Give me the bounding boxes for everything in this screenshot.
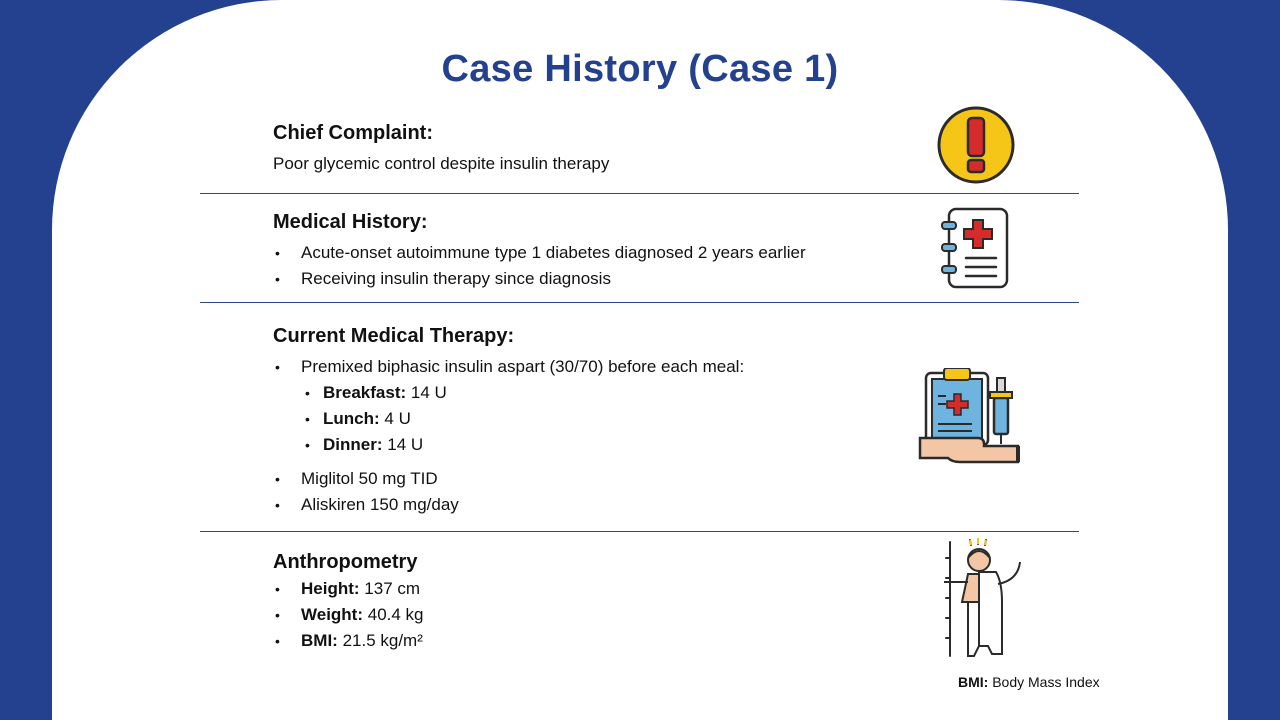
list-item: • Miglitol 50 mg TID	[273, 466, 744, 492]
metric-value: 40.4 kg	[367, 605, 424, 624]
therapy-list-other	[273, 466, 744, 518]
dose-value: 4 U	[384, 409, 411, 428]
list-item: • Aliskiren 150 mg/day	[273, 492, 744, 518]
divider	[200, 302, 1079, 303]
footnote-text: Body Mass Index	[992, 674, 1100, 690]
dose-item	[301, 432, 744, 458]
dose-value: 14 U	[410, 383, 447, 402]
chief-complaint-text: Poor glycemic control despite insulin therapy	[273, 154, 610, 173]
metric-label: BMI:	[301, 631, 338, 650]
medical-history-heading: Medical History:	[273, 211, 428, 233]
divider	[200, 193, 1079, 194]
footnote	[958, 674, 1100, 690]
list-item	[273, 576, 424, 602]
dose-item	[301, 406, 744, 432]
list-item: • Receiving insulin therapy since diagnosis	[273, 266, 806, 292]
metric-value: 137 cm	[364, 579, 421, 598]
divider	[200, 531, 1079, 532]
height-measure-icon	[940, 538, 1026, 665]
anthropometry-section	[273, 551, 424, 654]
anthropometry-list	[273, 576, 424, 654]
therapy-list	[273, 354, 744, 380]
medical-history-section	[273, 211, 806, 292]
metric-label: Weight:	[301, 605, 364, 624]
exclamation-icon	[936, 106, 1016, 191]
list-item: • Premixed biphasic insulin aspart (30/70) before each meal:	[273, 354, 744, 380]
list-item: • Acute-onset autoimmune type 1 diabetes diagnosed 2 years earlier	[273, 240, 806, 266]
medical-record-icon	[940, 206, 1012, 295]
page-title: Case History (Case 1)	[441, 48, 839, 90]
dose-list	[273, 380, 744, 458]
list-item	[273, 628, 424, 654]
metric-value: 21.5 kg/m²	[342, 631, 423, 650]
medical-history-list	[273, 240, 806, 292]
current-therapy-heading: Current Medical Therapy:	[273, 325, 515, 347]
anthropometry-heading: Anthropometry	[273, 551, 418, 573]
dose-label: Breakfast:	[323, 383, 407, 402]
list-item	[273, 602, 424, 628]
insulin-injection-icon	[916, 368, 1022, 473]
dose-item	[301, 380, 744, 406]
dose-value: 14 U	[387, 435, 424, 454]
chief-complaint-heading: Chief Complaint:	[273, 122, 433, 144]
current-therapy-section	[273, 325, 744, 518]
footnote-label: BMI:	[958, 674, 989, 690]
dose-label: Dinner:	[323, 435, 383, 454]
chief-complaint-section	[273, 122, 609, 177]
dose-label: Lunch:	[323, 409, 380, 428]
metric-label: Height:	[301, 579, 360, 598]
